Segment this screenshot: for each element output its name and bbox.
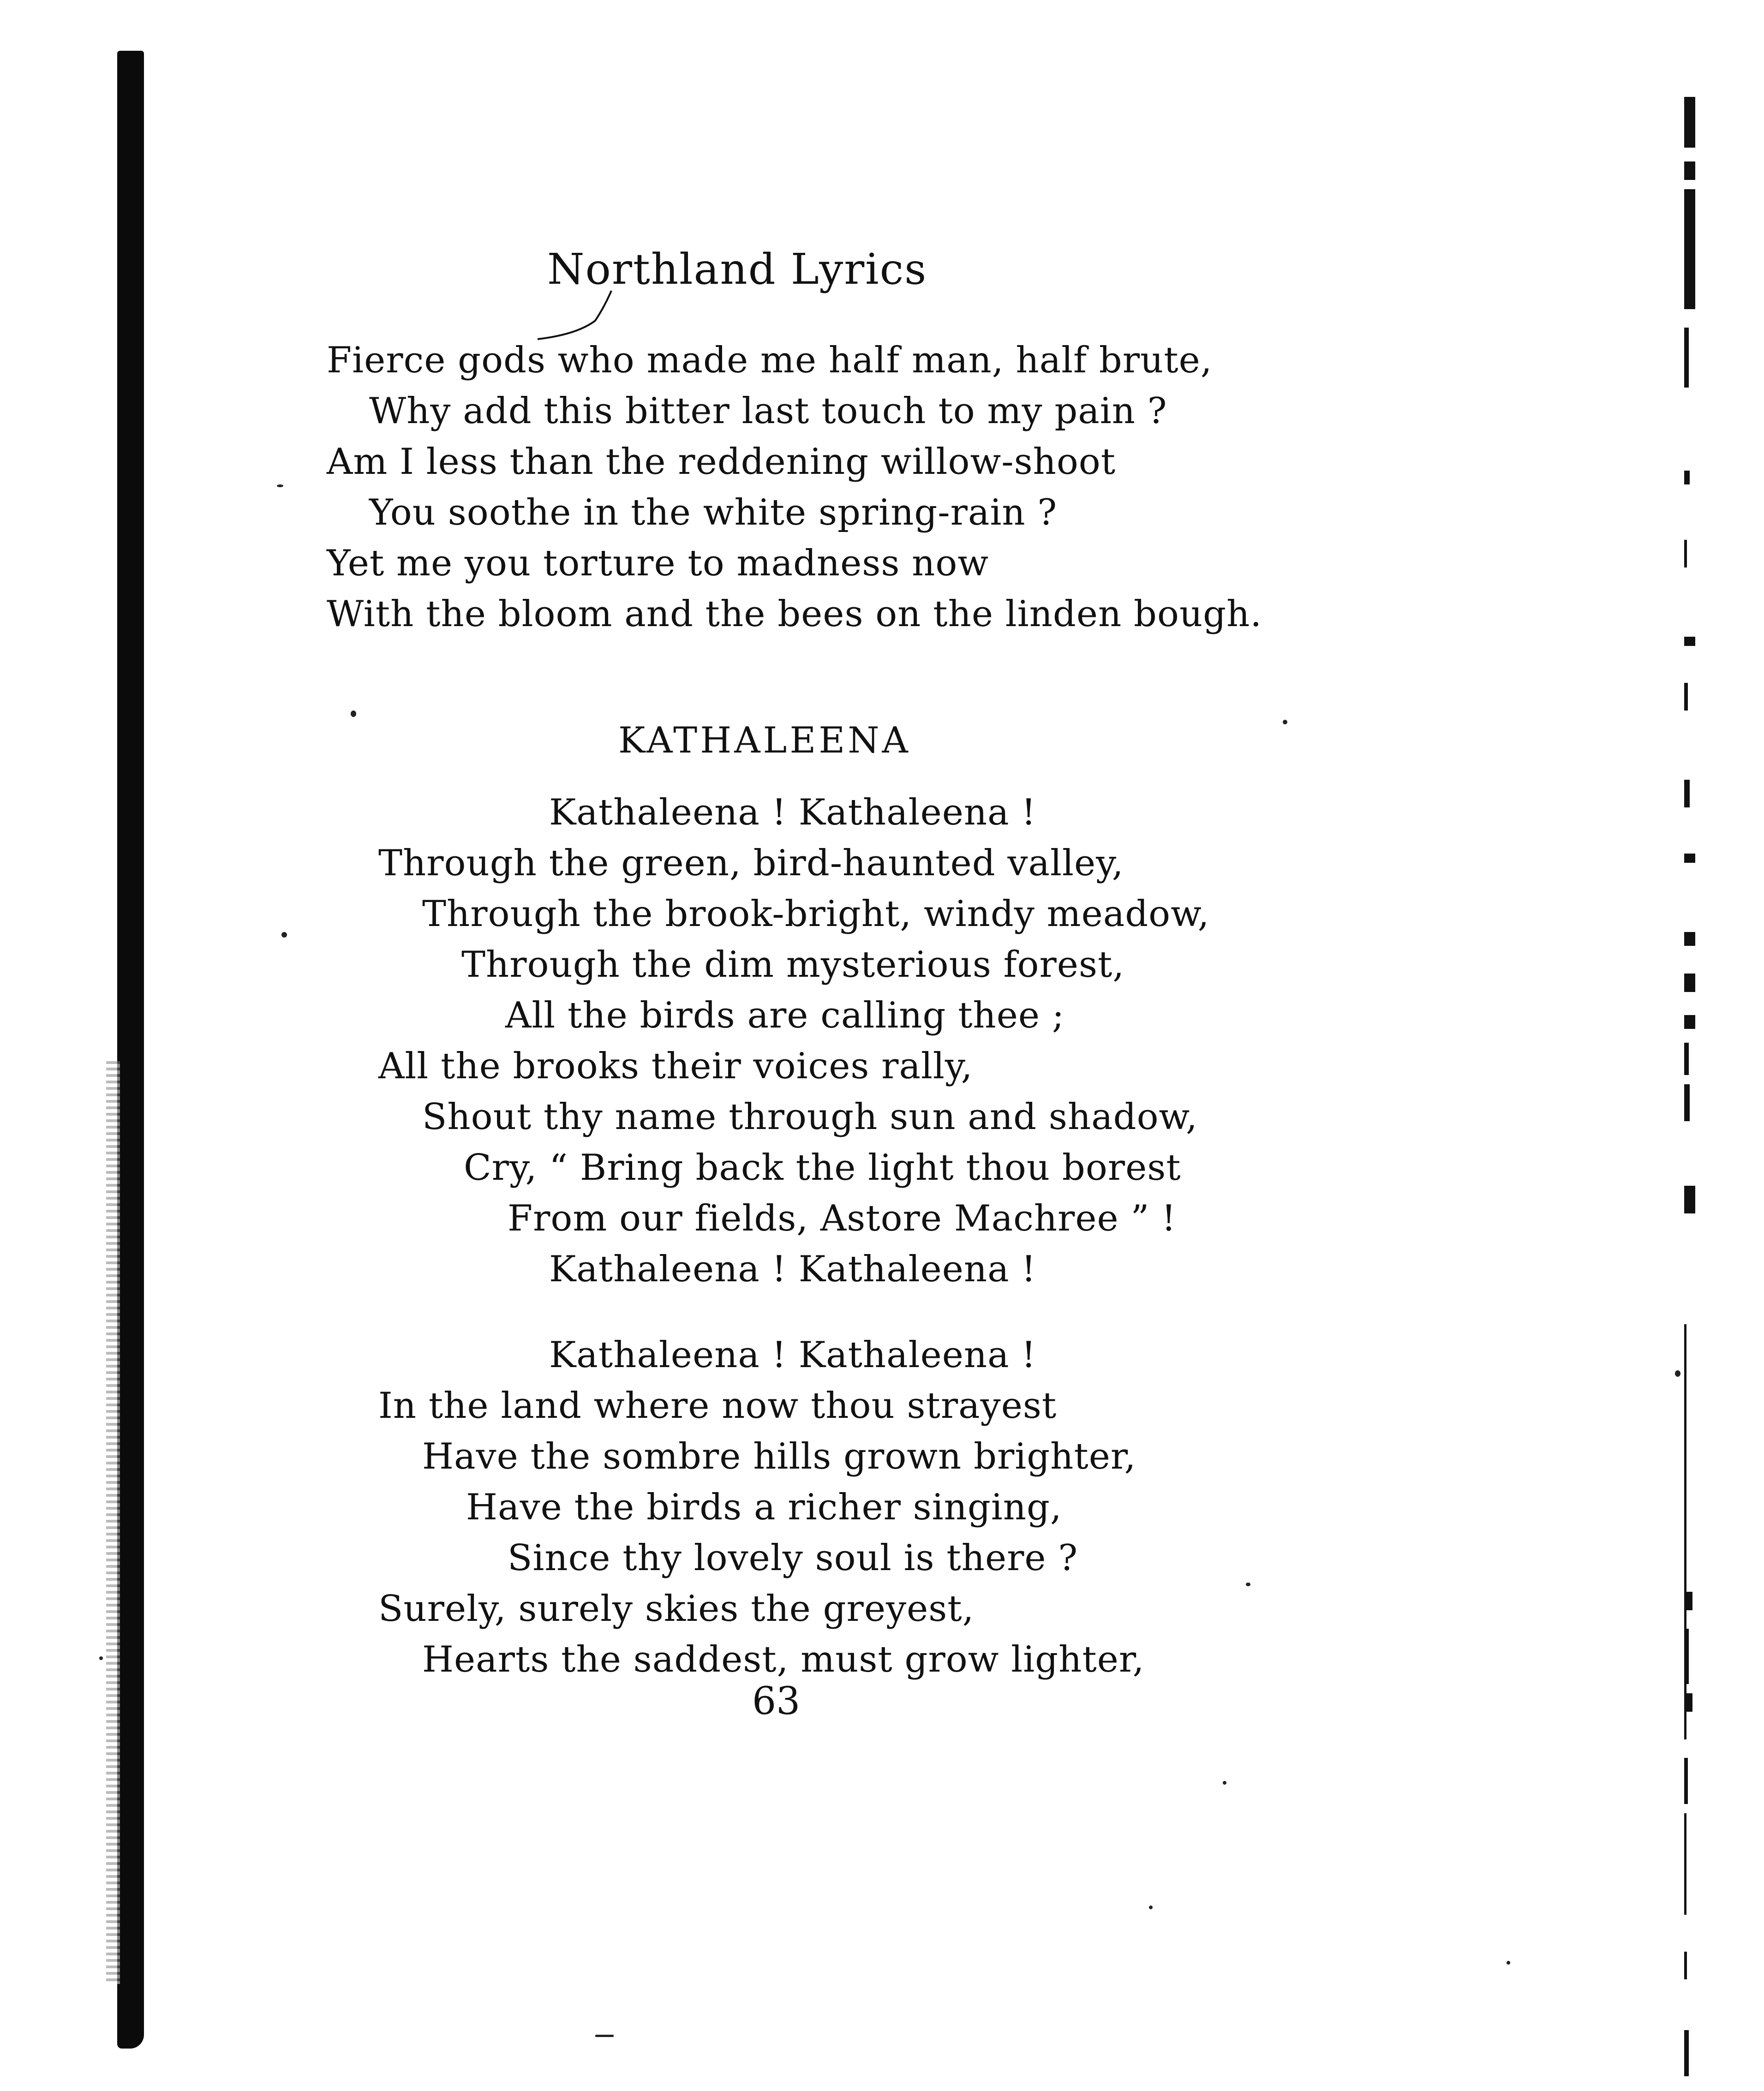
poem1-line: Am I less than the reddening willow-shoot — [327, 441, 1116, 483]
scan-speck — [1149, 1906, 1153, 1909]
scan-speck — [1283, 720, 1287, 724]
stanza1-line: Cry, “ Bring back the light thou borest — [464, 1147, 1181, 1189]
stanza2-line: In the land where now thou strayest — [378, 1385, 1057, 1427]
stanza2-line: Have the birds a richer singing, — [466, 1487, 1062, 1528]
scan-speck — [277, 484, 283, 487]
poem-title: KATHALEENA — [618, 720, 911, 761]
stanza1-line: All the birds are calling thee ; — [505, 995, 1065, 1036]
scan-speck — [1675, 1370, 1680, 1377]
poem1-line: You soothe in the white spring-rain ? — [369, 492, 1058, 533]
poem1-line: Yet me you torture to madness now — [327, 543, 989, 584]
scan-speck — [595, 2035, 614, 2037]
page-number: 63 — [752, 1679, 801, 1723]
stanza1-line: Kathaleena ! Kathaleena ! — [549, 1249, 1036, 1290]
stanza1-line: Kathaleena ! Kathaleena ! — [549, 792, 1036, 833]
binding-shadow — [106, 1061, 120, 1984]
stanza1-line: Shout thy name through sun and shadow, — [422, 1096, 1198, 1138]
running-head: Northland Lyrics — [547, 245, 927, 294]
scan-speck — [351, 711, 356, 717]
scan-speck — [1507, 1961, 1510, 1965]
pencil-mark-icon — [535, 288, 628, 344]
poem1-line: With the bloom and the bees on the linden bough. — [327, 593, 1262, 635]
stanza1-line: Through the brook-bright, windy meadow, — [422, 893, 1210, 935]
stanza2-line: Surely, surely skies the greyest, — [378, 1588, 975, 1630]
scan-speck — [281, 932, 287, 938]
poem1-line: Fierce gods who made me half man, half brute, — [327, 340, 1213, 381]
scan-speck — [1246, 1583, 1250, 1586]
binding-edge — [117, 51, 144, 2049]
stanza2-line: Since thy lovely soul is there ? — [508, 1537, 1078, 1579]
stanza2-line: Have the sombre hills grown brighter, — [422, 1436, 1136, 1477]
stanza2-line: Hearts the saddest, must grow lighter, — [422, 1639, 1145, 1680]
stanza1-line: From our fields, Astore Machree ” ! — [508, 1198, 1177, 1239]
poem1-line: Why add this bitter last touch to my pain ? — [369, 390, 1167, 432]
scan-speck — [99, 1656, 103, 1660]
stanza1-line: Through the dim mysterious forest, — [461, 944, 1125, 986]
stanza2-line: Kathaleena ! Kathaleena ! — [549, 1334, 1036, 1376]
scanner-edge-marks — [1684, 69, 1703, 2053]
scan-speck — [1223, 1781, 1226, 1785]
stanza1-line: All the brooks their voices rally, — [378, 1046, 973, 1087]
stanza1-line: Through the green, bird-haunted valley, — [378, 842, 1124, 884]
